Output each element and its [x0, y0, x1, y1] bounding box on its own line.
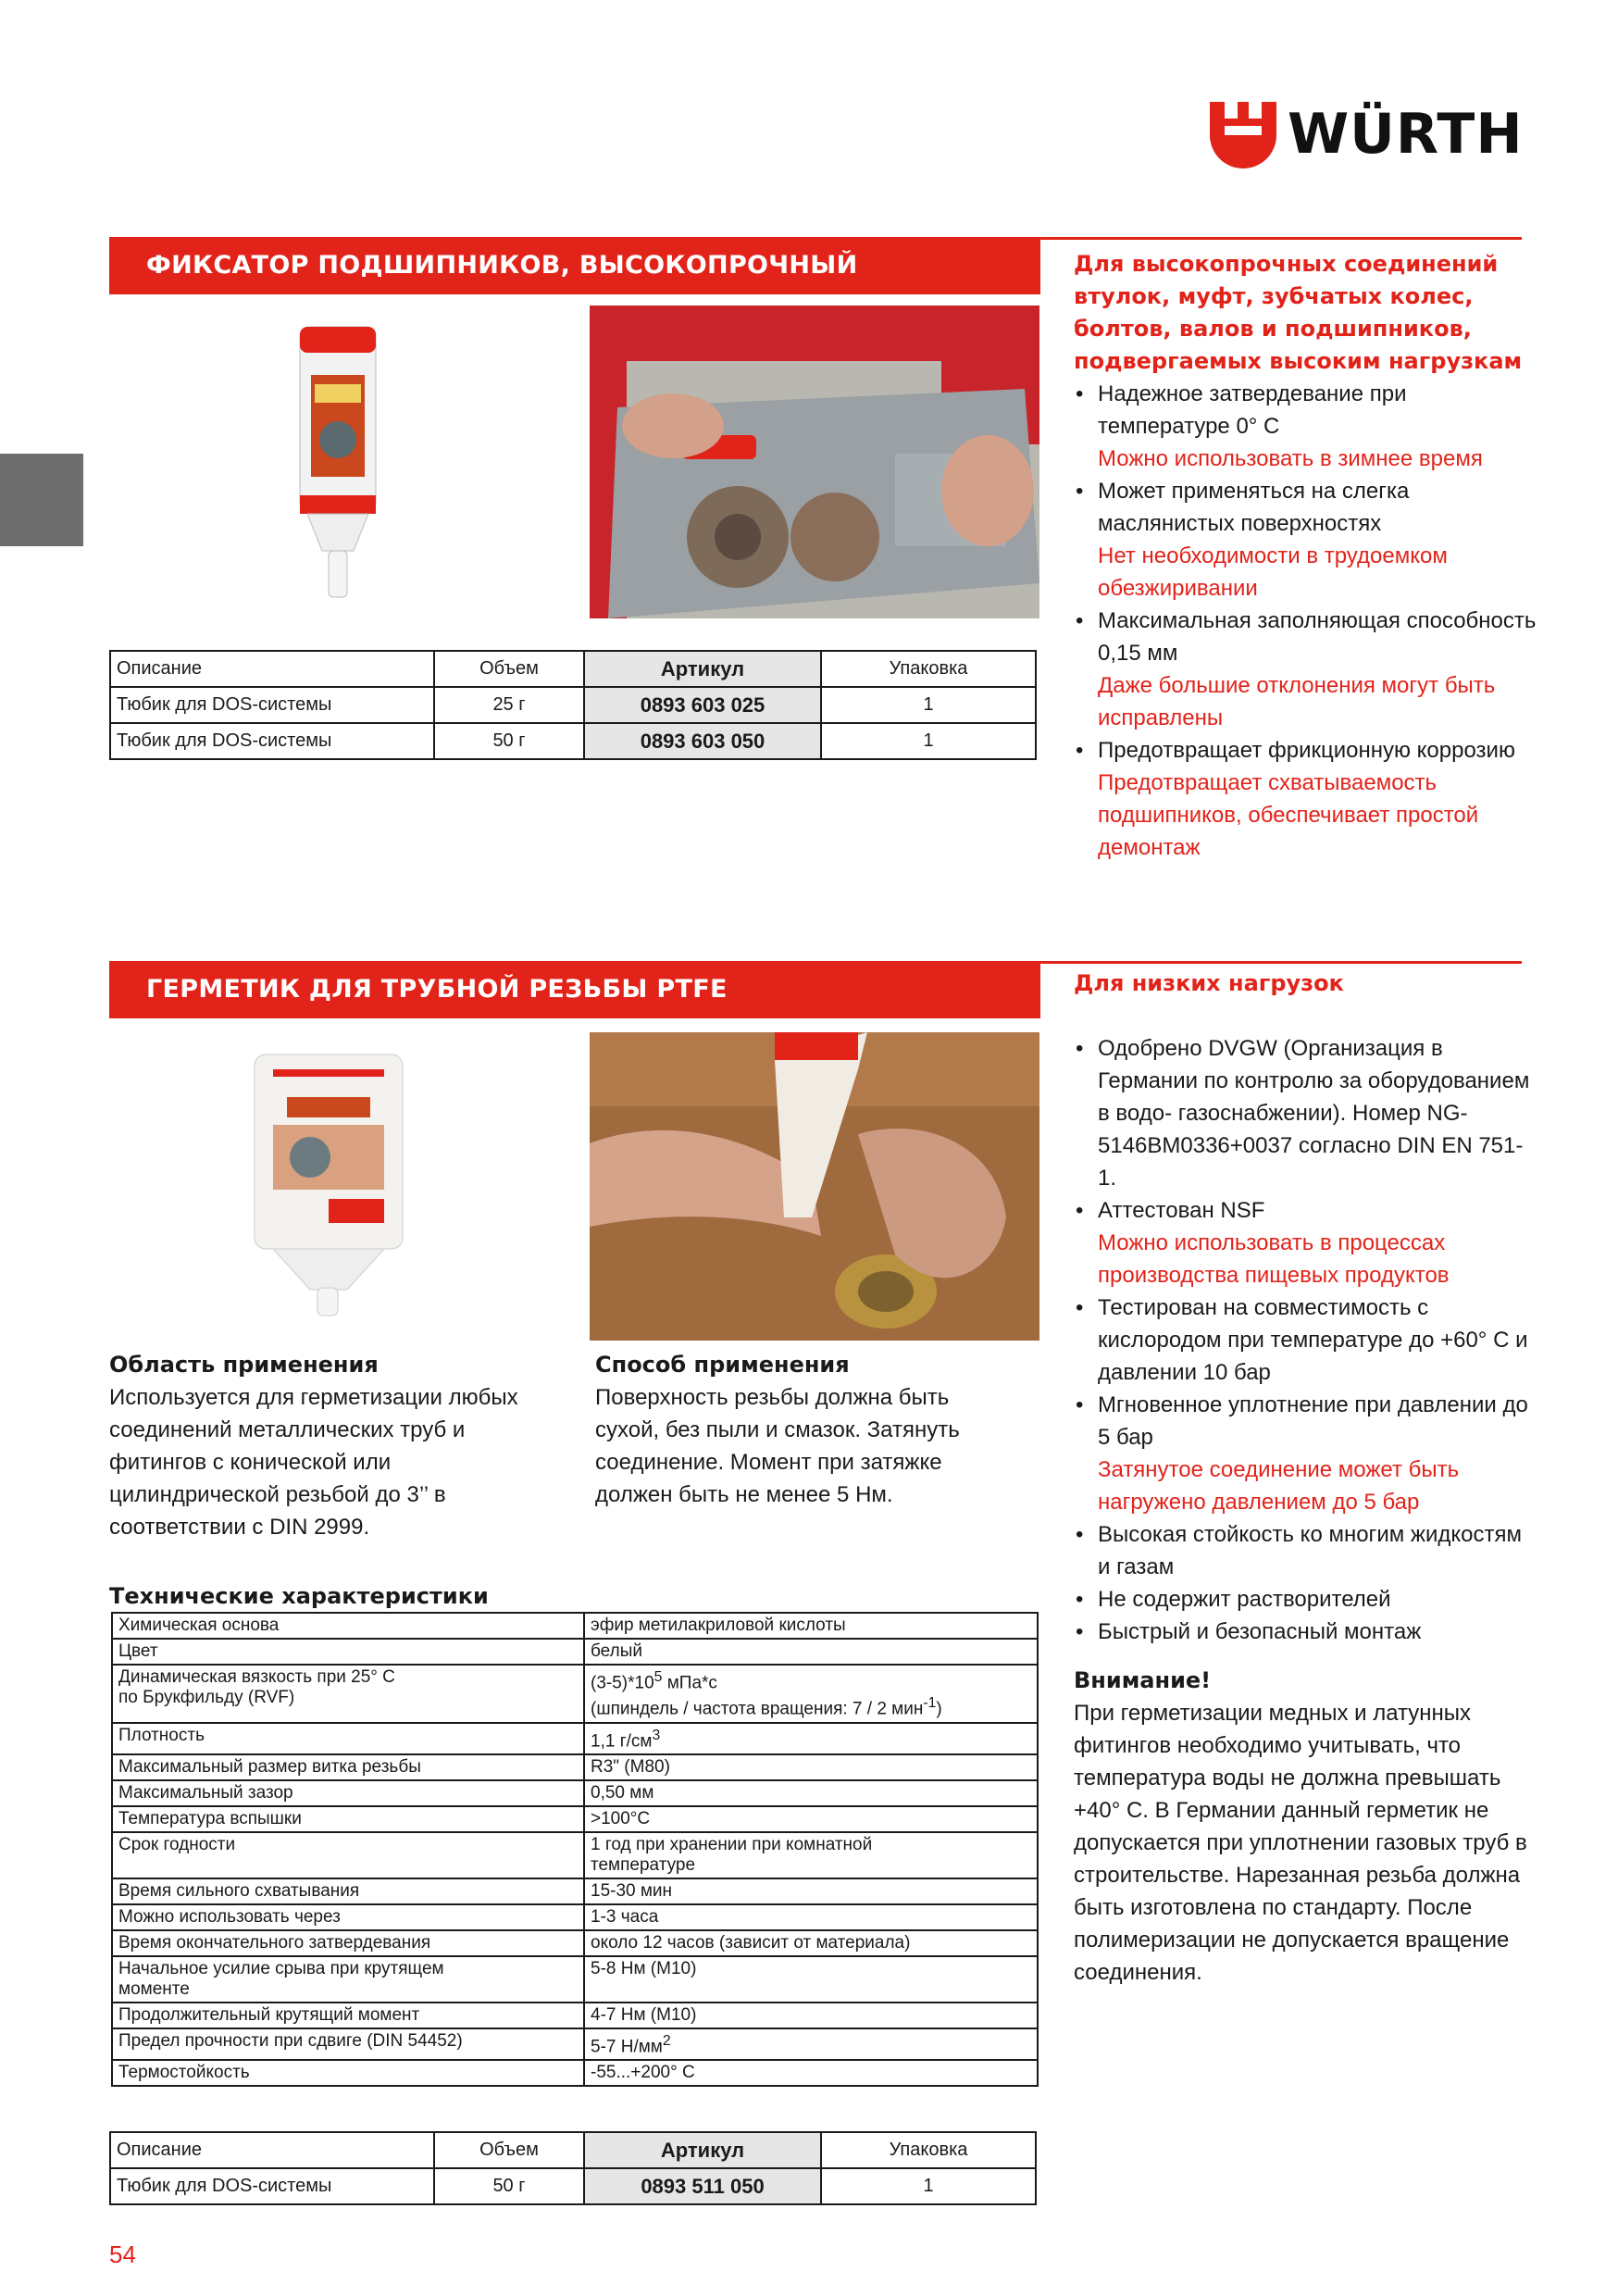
spec-value: $(3-5)*10^5$ мПа*с (шпиндель / частота вращения: 7 / 2 мин$^{-1}$) — [584, 1665, 1038, 1723]
spec-value: белый — [584, 1639, 1038, 1665]
cell-article: 0893 603 025 — [584, 687, 821, 723]
table-row — [112, 2028, 1038, 2060]
table-row — [110, 687, 1036, 723]
product-tube-image — [287, 319, 389, 606]
spec-value: 15-30 мин — [584, 1878, 1038, 1904]
spec-value: 5-8 Нм (М10) — [584, 1956, 1038, 2003]
table-row — [112, 1780, 1038, 1806]
spec-value: 1-3 часа — [584, 1904, 1038, 1930]
spec-value: -55...+200° С — [584, 2060, 1038, 2086]
spec-value: 1,1 $г/см^3$ — [584, 1723, 1038, 1754]
spec-key: Максимальный размер витка резьбы — [112, 1754, 584, 1780]
col-package: Упаковка — [821, 651, 1036, 687]
spec-key: Начальное усилие срыва при крутящем моменте — [112, 1956, 584, 2003]
specs-title: Технические характеристики — [109, 1583, 489, 1609]
table-row — [112, 1930, 1038, 1956]
spec-key: Продолжительный крутящий момент — [112, 2003, 584, 2028]
feature-item: • Может применяться на слегка маслянистых поверхностях — [1074, 475, 1537, 540]
feature-note: Даже большие отклонения могут быть исправлены — [1098, 673, 1496, 730]
table-row — [112, 2060, 1038, 2086]
method-title: Способ применения — [595, 1352, 850, 1378]
feature-item: • Тестирован на совместимость с кислородом при температуре до +60° С и давлении 10 бар — [1074, 1292, 1537, 1389]
feature-item: • Аттестован NSF — [1074, 1194, 1537, 1227]
table-row — [112, 1754, 1038, 1780]
feature-item: • Предотвращает фрикционную коррозию — [1074, 734, 1537, 767]
spec-value: 1 год при хранении при комнатной температуре — [584, 1832, 1038, 1878]
table-row — [110, 723, 1036, 759]
table-row — [112, 1832, 1038, 1878]
feature-item: • Высокая стойкость ко многим жидкостям и газам — [1074, 1518, 1537, 1583]
feature-note: Можно использовать в процессах производства пищевых продуктов — [1098, 1230, 1450, 1288]
table-row — [112, 1665, 1038, 1723]
feature-note: Можно использовать в зимнее время — [1098, 446, 1483, 471]
feature-item: • Не содержит растворителей — [1074, 1583, 1537, 1616]
spec-key: Плотность — [112, 1723, 584, 1754]
specs-table — [111, 1612, 1039, 2087]
spec-value: эфир метилакриловой кислоты — [584, 1613, 1038, 1639]
feature-note: Предотвращает схватываемость подшипников, обеспечивает простой демонтаж — [1098, 770, 1479, 860]
section1-features — [1074, 248, 1537, 864]
cell-package: 1 — [821, 2168, 1036, 2204]
page-number: 54 — [109, 2240, 136, 2268]
cell-package: 1 — [821, 723, 1036, 759]
section1-feature-heading: Для высокопрочных соединений втулок, муфт, зубчатых колес, болтов, валов и подшипников, подвергаемых высоким нагрузкам — [1074, 251, 1523, 374]
order-table-header — [110, 651, 1036, 687]
section1-title: ФИКСАТОР ПОДШИПНИКОВ, ВЫСОКОПРОЧНЫЙ — [109, 237, 1040, 294]
spec-value: 0,50 мм — [584, 1780, 1038, 1806]
spec-key: Динамическая вязкость при 25° С по Брукфильду (RVF) — [112, 1665, 584, 1723]
spec-key: Химическая основа — [112, 1613, 584, 1639]
application-text: Используется для герметизации любых соединений металлических труб и фитингов с конической или цилиндрической резьбой до 3’’ в соответствии с DIN 2999. — [109, 1385, 518, 1540]
col-volume: Объем — [434, 651, 584, 687]
wurth-logo — [1206, 94, 1524, 178]
spec-key: Предел прочности при сдвиге (DIN 54452) — [112, 2028, 584, 2060]
application-title: Область применения — [109, 1352, 379, 1378]
order-table-2 — [109, 2131, 1037, 2205]
cell-article: 0893 603 050 — [584, 723, 821, 759]
spec-value: около 12 часов (зависит от материала) — [584, 1930, 1038, 1956]
feature-item: • Быстрый и безопасный монтаж — [1074, 1616, 1537, 1648]
side-tab — [0, 454, 83, 546]
col-description: Описание — [110, 2132, 434, 2168]
spec-key: Максимальный зазор — [112, 1780, 584, 1806]
col-description: Описание — [110, 651, 434, 687]
cell-article: 0893 511 050 — [584, 2168, 821, 2204]
cell-package: 1 — [821, 687, 1036, 723]
cell-volume: 25 г — [434, 687, 584, 723]
spec-key: Цвет — [112, 1639, 584, 1665]
spec-key: Можно использовать через — [112, 1904, 584, 1930]
table-row — [112, 1806, 1038, 1832]
application-block — [109, 1349, 544, 1543]
table-row — [112, 1613, 1038, 1639]
feature-note: Нет необходимости в трудоемком обезжиривании — [1098, 543, 1448, 601]
warning-title: Внимание! — [1074, 1667, 1212, 1693]
table-row — [112, 1723, 1038, 1754]
spec-value: 5-7 $Н/мм^2$ — [584, 2028, 1038, 2060]
spec-key: Время сильного схватывания — [112, 1878, 584, 1904]
section2-feature-heading: Для низких нагрузок — [1074, 970, 1344, 996]
spec-key: Температура вспышки — [112, 1806, 584, 1832]
feature-item: • Максимальная заполняющая способность 0,15 мм — [1074, 605, 1537, 669]
engine-application-photo — [590, 306, 1039, 618]
table-row — [112, 1956, 1038, 2003]
method-block — [595, 1349, 1012, 1511]
warning-text: При герметизации медных и латунных фитингов необходимо учитывать, что температура воды не должна превышать +40° С. В Германии данный герметик не допускается при уплотнении газовых труб в строительстве. Нарезанная резьба должна быть изготовлена по стандарту. После полимеризации не допускается вращение соединения. — [1074, 1701, 1527, 1985]
col-article: Артикул — [584, 651, 821, 687]
spec-value: >100°С — [584, 1806, 1038, 1832]
wurth-logo-mark-icon — [1206, 98, 1280, 172]
spec-value: 4-7 Нм (М10) — [584, 2003, 1038, 2028]
method-text: Поверхность резьбы должна быть сухой, без пыли и смазок. Затянуть соединение. Момент при затяжке должен быть не менее 5 Нм. — [595, 1385, 960, 1507]
table-row — [112, 1639, 1038, 1665]
spec-key: Время окончательного затвердевания — [112, 1930, 584, 1956]
section2-right-rule — [1040, 961, 1522, 964]
spec-value: R3" (M80) — [584, 1754, 1038, 1780]
feature-note: Затянутое соединение может быть нагружено давлением до 5 бар — [1098, 1457, 1460, 1515]
section1-right-rule — [1040, 237, 1522, 240]
cell-description: Тюбик для DOS-системы — [110, 723, 434, 759]
feature-item: • Одобрено DVGW (Организация в Германии по контролю за оборудованием в водо- газоснабжении). Номер NG-5146BM0336+0037 согласно DIN EN 751-1. — [1074, 1032, 1537, 1194]
cell-volume: 50 г — [434, 723, 584, 759]
feature-item: • Мгновенное уплотнение при давлении до 5 бар — [1074, 1389, 1537, 1454]
section2-title: ГЕРМЕТИК ДЛЯ ТРУБНОЙ РЕЗЬБЫ PTFE — [109, 961, 1040, 1018]
order-table-1 — [109, 650, 1037, 760]
table-row — [112, 1904, 1038, 1930]
section2-features — [1074, 967, 1537, 1989]
order-table-header — [110, 2132, 1036, 2168]
table-row — [110, 2168, 1036, 2204]
product-tube-image — [236, 1051, 421, 1319]
cell-description: Тюбик для DOS-системы — [110, 2168, 434, 2204]
table-row — [112, 2003, 1038, 2028]
spec-key: Срок годности — [112, 1832, 584, 1878]
pipe-thread-application-photo — [590, 1032, 1039, 1341]
logo-wordmark: WÜRTH — [1288, 102, 1524, 167]
col-volume: Объем — [434, 2132, 584, 2168]
cell-volume: 50 г — [434, 2168, 584, 2204]
spec-key: Термостойкость — [112, 2060, 584, 2086]
feature-item: • Надежное затвердевание при температуре 0° С — [1074, 378, 1537, 443]
col-article: Артикул — [584, 2132, 821, 2168]
table-row — [112, 1878, 1038, 1904]
cell-description: Тюбик для DOS-системы — [110, 687, 434, 723]
col-package: Упаковка — [821, 2132, 1036, 2168]
